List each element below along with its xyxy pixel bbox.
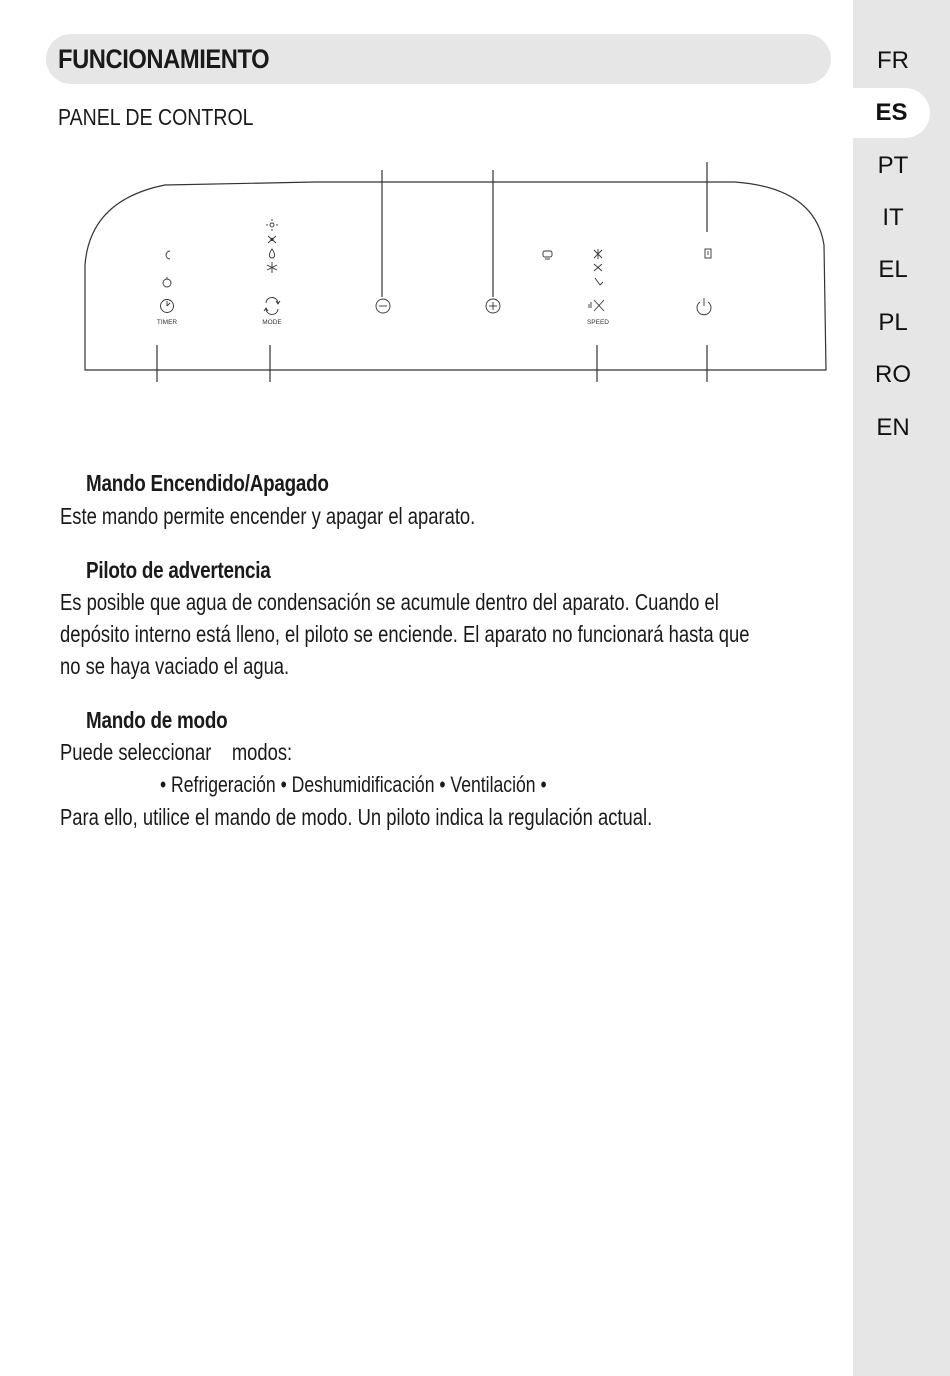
mode-label: MODE <box>262 319 282 326</box>
swing-icon <box>543 251 552 259</box>
lang-tab-pt[interactable]: PT <box>877 152 909 179</box>
tank-full-icon <box>705 249 711 258</box>
power-icon <box>697 298 711 315</box>
paragraph-line: Este mando permite encender y apagar el aparato. <box>60 503 476 529</box>
paragraph-line: Puede seleccionar modos: <box>60 739 293 765</box>
control-panel-diagram <box>0 0 850 400</box>
paragraph-line: Es posible que agua de condensación se acumule dentro del aparato. Cuando el <box>60 589 719 615</box>
section-subtitle: PANEL DE CONTROL <box>58 104 254 130</box>
sleep-icon <box>166 251 170 259</box>
speed-high-icon <box>594 249 602 259</box>
lang-tab-pl[interactable]: PL <box>878 309 908 336</box>
timer-icon <box>161 300 174 313</box>
plus-icon <box>486 299 500 313</box>
page-title: FUNCIONAMIENTO <box>58 44 270 74</box>
lang-tab-el[interactable]: EL <box>878 256 908 283</box>
paragraph-line: Para ello, utilice el mando de modo. Un piloto indica la regulación actual. <box>60 804 653 830</box>
timer-indicator-icon <box>163 277 171 287</box>
lang-tab-en[interactable]: EN <box>876 414 910 441</box>
speed-icon <box>589 300 604 311</box>
fan-icon <box>268 236 276 243</box>
lang-tab-fr[interactable]: FR <box>877 47 909 74</box>
speed-medium-icon <box>594 264 602 271</box>
sun-icon <box>266 219 278 231</box>
drop-icon <box>269 249 274 258</box>
section-heading-warning: Piloto de advertencia <box>86 557 271 583</box>
mode-icon <box>264 297 280 314</box>
minus-icon <box>376 299 390 313</box>
section-heading-power: Mando Encendido/Apagado <box>86 470 329 496</box>
speed-low-icon <box>595 278 603 285</box>
speed-label: SPEED <box>586 319 610 326</box>
snowflake-icon <box>267 262 277 273</box>
paragraph-line: no se haya vaciado el agua. <box>60 653 290 679</box>
language-sidebar <box>853 0 950 1376</box>
mode-list: • Refrigeración • Deshumidificación • Ventilación • <box>160 772 547 797</box>
paragraph-line: depósito interno está lleno, el piloto se enciende. El aparato no funcionará hasta que <box>60 621 750 647</box>
lang-tab-it[interactable]: IT <box>882 204 904 231</box>
timer-label: TIMER <box>156 319 178 326</box>
lang-tab-ro[interactable]: RO <box>875 361 911 388</box>
panel-outline <box>85 182 826 370</box>
section-heading-mode: Mando de modo <box>86 707 228 733</box>
lang-tab-es[interactable]: ES <box>853 88 930 138</box>
